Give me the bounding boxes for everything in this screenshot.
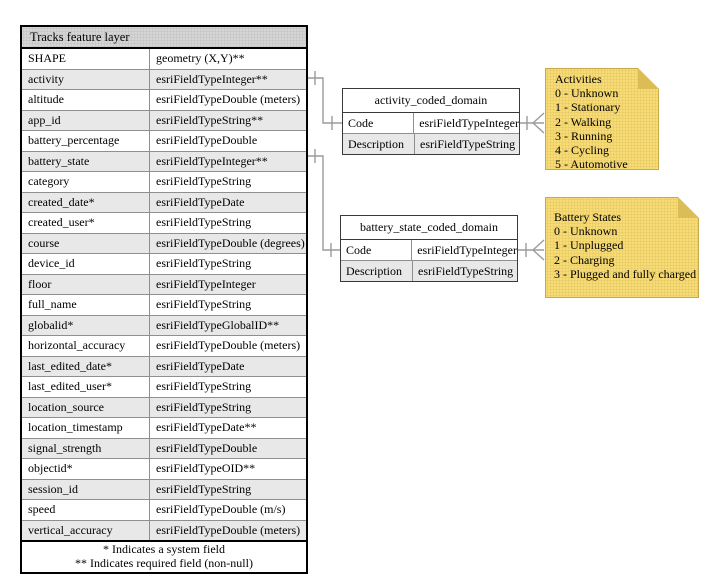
field-name-cell: signal_strength bbox=[22, 439, 150, 459]
footnote-required-field: ** Indicates required field (non-null) bbox=[75, 555, 253, 570]
field-type-cell: esriFieldTypeString bbox=[156, 399, 252, 414]
note-line: 2 - Charging bbox=[554, 252, 615, 267]
field-name-cell: app_id bbox=[22, 111, 150, 131]
table-row bbox=[22, 49, 306, 69]
field-name-cell: battery_state bbox=[22, 152, 150, 172]
field-type-cell: esriFieldTypeInteger bbox=[156, 276, 256, 291]
field-type-cell: esriFieldTypeInteger bbox=[419, 116, 519, 130]
field-name-cell: objectid* bbox=[22, 459, 150, 479]
field-name-cell: activity bbox=[22, 70, 150, 90]
field-type-cell: esriFieldTypeString bbox=[156, 481, 252, 496]
table-row bbox=[22, 274, 306, 295]
field-name-cell: created_date* bbox=[22, 193, 150, 213]
table-row bbox=[22, 438, 306, 459]
table-row bbox=[22, 69, 306, 90]
table-row bbox=[22, 110, 306, 131]
note-content bbox=[545, 68, 659, 171]
table-row bbox=[22, 397, 306, 418]
field-type-cell: esriFieldTypeString bbox=[156, 379, 252, 393]
field-type-cell: esriFieldTypeDate bbox=[156, 358, 245, 373]
footnote-system-field: * Indicates a system field bbox=[103, 542, 225, 556]
field-type-cell: esriFieldTypeString bbox=[418, 264, 514, 278]
table-row bbox=[22, 171, 306, 192]
field-type-cell: esriFieldTypeDate** bbox=[156, 420, 257, 434]
field-name-cell: Code bbox=[341, 240, 412, 260]
note-title: Activities bbox=[555, 72, 602, 86]
note-line: 2 - Walking bbox=[555, 114, 612, 129]
field-type-cell: esriFieldTypeDate bbox=[156, 194, 245, 209]
field-type-cell: esriFieldTypeString bbox=[156, 256, 252, 270]
field-type-cell: esriFieldTypeString** bbox=[156, 112, 264, 127]
field-type-cell: esriFieldTypeGlobalID** bbox=[156, 317, 280, 332]
table-row bbox=[22, 89, 306, 110]
field-name-cell: full_name bbox=[22, 295, 150, 315]
note-content bbox=[545, 197, 699, 281]
field-type-cell: esriFieldTypeInteger** bbox=[156, 153, 268, 168]
table-footnotes bbox=[22, 540, 306, 572]
note-line: 3 - Running bbox=[555, 128, 613, 143]
note-line: 1 - Unplugged bbox=[554, 238, 624, 253]
field-type-cell: esriFieldTypeString bbox=[156, 297, 252, 311]
battery-states-sticky-note bbox=[545, 197, 699, 298]
table-title: Tracks feature layer bbox=[22, 27, 306, 49]
field-name-cell: Description bbox=[341, 261, 413, 281]
battery-state-coded-domain-table bbox=[340, 215, 518, 282]
field-name-cell: Code bbox=[343, 113, 414, 133]
note-title: Battery States bbox=[554, 210, 621, 224]
table-row bbox=[22, 458, 306, 479]
field-type-cell: esriFieldTypeDouble (meters) bbox=[156, 522, 301, 537]
field-name-cell: last_edited_user* bbox=[22, 377, 150, 397]
table-row bbox=[22, 253, 306, 274]
field-type-cell: esriFieldTypeOID** bbox=[156, 461, 256, 475]
table-row bbox=[22, 499, 306, 520]
field-name-cell: session_id bbox=[22, 480, 150, 500]
field-name-cell: location_timestamp bbox=[22, 418, 150, 438]
activities-sticky-note bbox=[545, 68, 659, 170]
domain-row bbox=[341, 260, 517, 281]
table-row bbox=[22, 356, 306, 377]
table-row bbox=[22, 335, 306, 356]
note-line: 3 - Plugged and fully charged bbox=[554, 266, 697, 281]
field-name-cell: last_edited_date* bbox=[22, 357, 150, 377]
field-type-cell: esriFieldTypeDouble (meters) bbox=[156, 338, 301, 352]
note-line: 0 - Unknown bbox=[555, 86, 619, 101]
field-type-cell: esriFieldTypeDouble bbox=[156, 133, 258, 147]
table-row bbox=[22, 212, 306, 233]
table-row bbox=[22, 520, 306, 541]
field-name-cell: floor bbox=[22, 275, 150, 295]
field-name-cell: horizontal_accuracy bbox=[22, 336, 150, 356]
field-type-cell: esriFieldTypeDouble (m/s) bbox=[156, 502, 286, 516]
field-type-cell: esriFieldTypeDouble (degrees) bbox=[156, 235, 305, 250]
domain-row bbox=[343, 113, 519, 133]
table-row bbox=[22, 130, 306, 151]
field-type-cell: esriFieldTypeDouble bbox=[156, 440, 258, 455]
field-name-cell: location_source bbox=[22, 398, 150, 418]
table-row bbox=[22, 417, 306, 438]
domain-table-title: activity_coded_domain bbox=[343, 89, 519, 113]
note-line: 1 - Stationary bbox=[555, 100, 621, 115]
domain-row bbox=[341, 240, 517, 260]
field-name-cell: vertical_accuracy bbox=[22, 521, 150, 541]
field-name-cell: created_user* bbox=[22, 213, 150, 233]
field-name-cell: Description bbox=[343, 134, 415, 154]
activity-coded-domain-table bbox=[342, 88, 520, 155]
field-name-cell: altitude bbox=[22, 90, 150, 110]
field-name-cell: speed bbox=[22, 500, 150, 520]
field-type-cell: esriFieldTypeString bbox=[156, 215, 252, 229]
table-rows bbox=[22, 49, 306, 540]
table-row bbox=[22, 315, 306, 336]
tracks-feature-layer-table bbox=[20, 25, 308, 574]
table-row bbox=[22, 376, 306, 397]
note-line: 5 - Automotive bbox=[555, 157, 628, 172]
field-type-cell: esriFieldTypeDouble (meters) bbox=[156, 92, 301, 106]
field-name-cell: device_id bbox=[22, 254, 150, 274]
field-name-cell: battery_percentage bbox=[22, 131, 150, 151]
domain-row bbox=[343, 133, 519, 154]
field-type-cell: esriFieldTypeString bbox=[420, 137, 516, 151]
note-line: 0 - Unknown bbox=[554, 224, 618, 239]
domain-table-title: battery_state_coded_domain bbox=[341, 216, 517, 240]
field-type-cell: esriFieldTypeInteger bbox=[417, 243, 517, 257]
note-line: 4 - Cycling bbox=[555, 143, 609, 158]
table-row bbox=[22, 479, 306, 500]
field-name-cell: category bbox=[22, 172, 150, 192]
field-type-cell: esriFieldTypeString bbox=[156, 174, 252, 188]
field-type-cell: esriFieldTypeInteger** bbox=[156, 71, 268, 86]
field-type-cell: geometry (X,Y)** bbox=[156, 51, 245, 65]
table-row bbox=[22, 294, 306, 315]
table-row bbox=[22, 151, 306, 172]
table-row bbox=[22, 233, 306, 254]
field-name-cell: course bbox=[22, 234, 150, 254]
table-row bbox=[22, 192, 306, 213]
field-name-cell: globalid* bbox=[22, 316, 150, 336]
field-name-cell: SHAPE bbox=[22, 49, 150, 69]
